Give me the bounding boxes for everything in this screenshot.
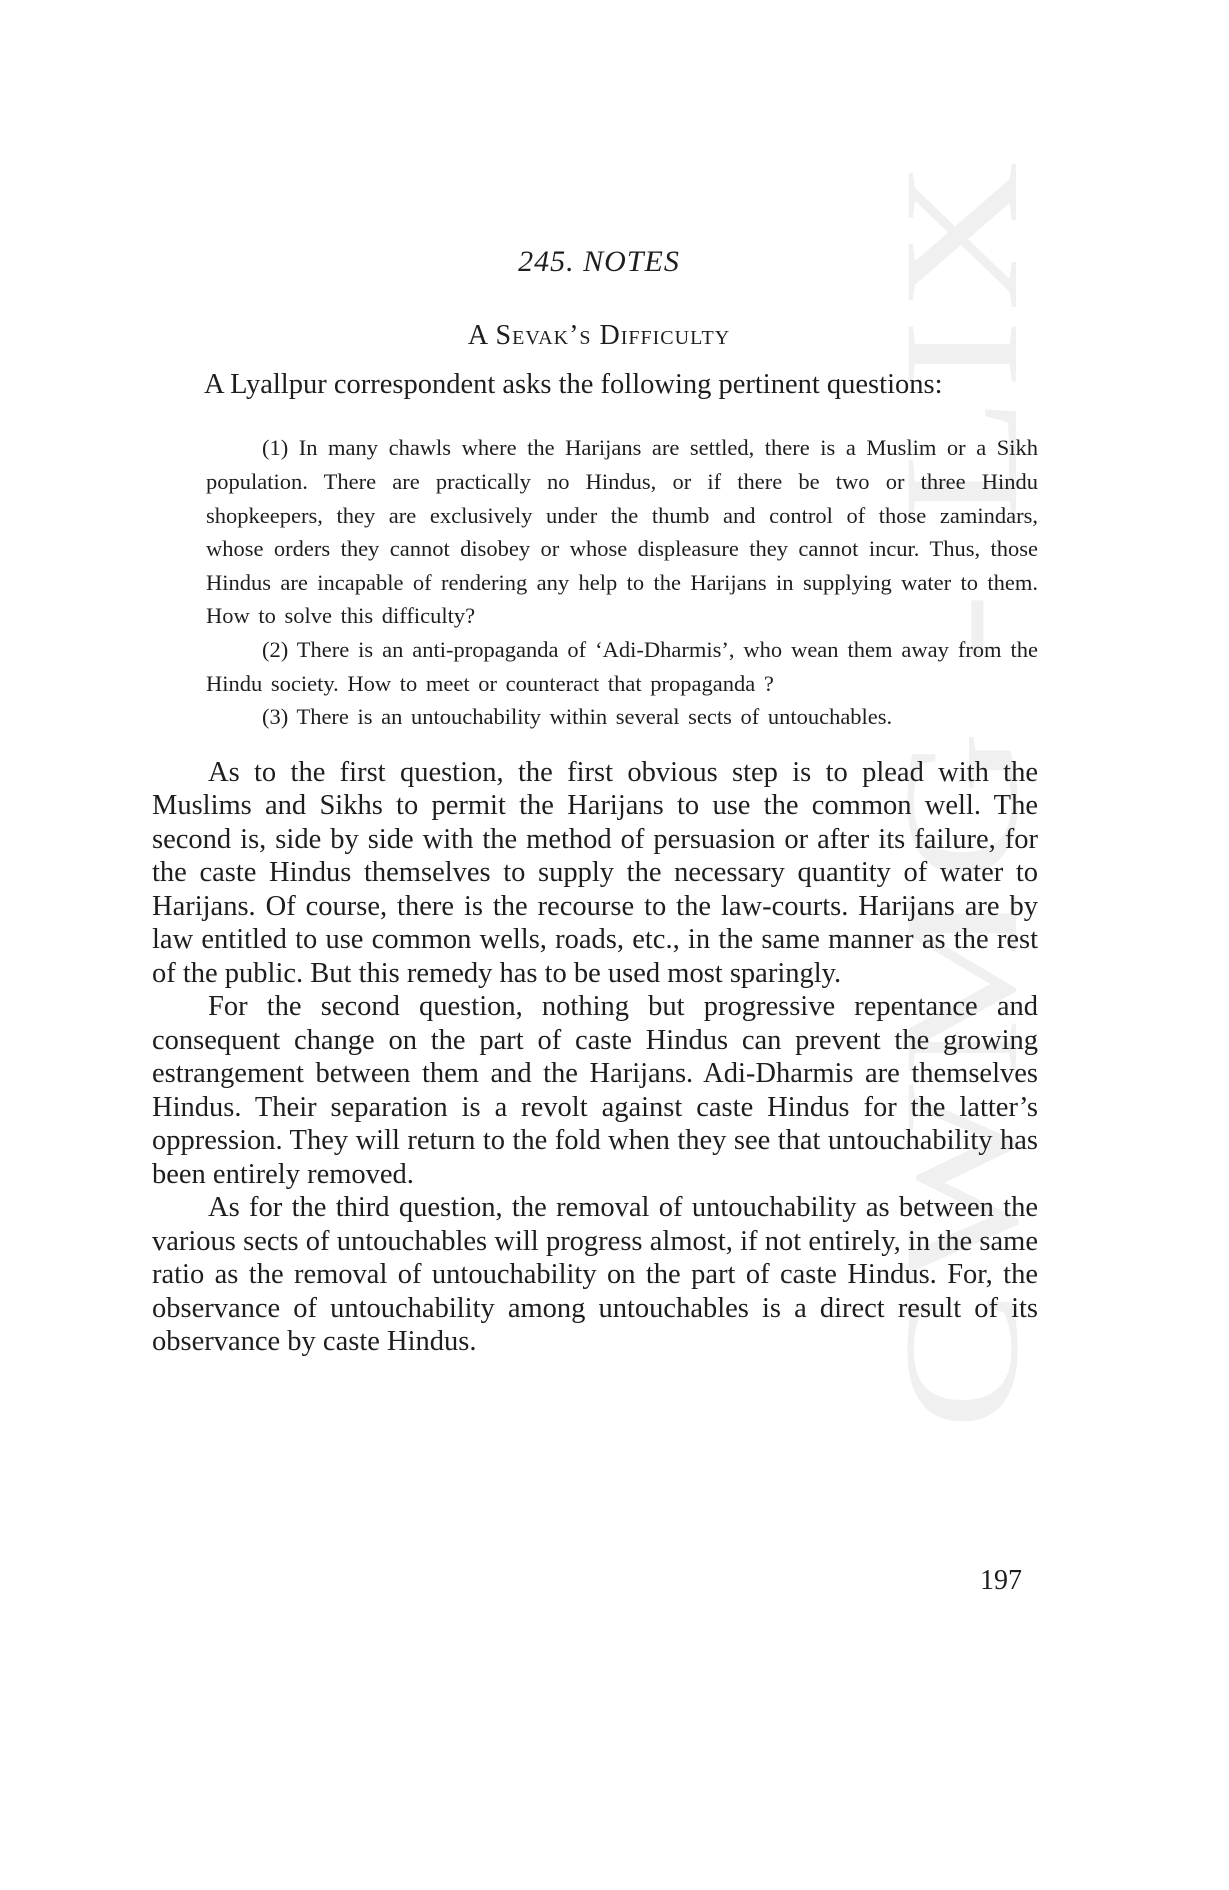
quoted-questions — [152, 431, 1038, 733]
question-item: (2) There is an anti-propaganda of ‘Adi-Dharmis’, who wean them away from the Hindu society. How to meet or counteract that propaganda ? — [206, 636, 1038, 696]
answer-paragraph: As for the third question, the removal of untouchability as between the various sects of untouchables will progress almost, if not entirely, in the same ratio as the removal of untouchability on the part of caste Hindus. For, the observance of untouchability among untouchables is a direct result of its observance by caste Hindus. — [152, 1192, 1038, 1358]
answers-body — [152, 756, 1038, 1359]
answer-paragraph: For the second question, nothing but progressive repentance and consequent change on the part of caste Hindus can prevent the growing estrangement between them and the Harijans. Adi-Dharmis are themselves Hindus. Their separation is a revolt against caste Hindus for the latter’s oppression. They will return to the fold when they see that untouchability has been entirely removed. — [152, 991, 1038, 1190]
page-number: 197 — [980, 1565, 1022, 1596]
section-title: A Sevak’s Difficulty — [467, 320, 731, 351]
question-item: (3) There is an untouchability within several sects of untouchables. — [262, 704, 893, 730]
document-number-heading: 245. NOTES — [518, 245, 680, 278]
answer-paragraph: As to the first question, the first obvious step is to plead with the Muslims and Sikhs to permit the Harijans to use the common well. The second is, side by side with the method of persuasion or after its failure, for the caste Hindus themselves to supply the necessary quantity of water to Harijans. Of course, there is the recourse to the law-courts. Harijans are by law entitled to use common wells, roads, etc., in the same manner as the rest of the public. But this remedy has to be used most sparingly. — [152, 756, 1038, 989]
question-item: (1) In many chawls where the Harijans are settled, there is a Muslim or a Sikh population. There are practically no Hindus, or if there be two or three Hindu shopkeepers, they are exclusively under the thumb and control of those zamindars, whose orders they cannot disobey or whose displeasure they cannot incur. Thus, those Hindus are incapable of rendering any help to the Harijans in supplying water to them. How to solve this difficulty? — [206, 435, 1038, 629]
watermark: CWMG - LIX — [871, 152, 1052, 1430]
page-content — [152, 244, 1038, 1359]
intro-paragraph: A Lyallpur correspondent asks the following pertinent questions: — [204, 369, 943, 401]
